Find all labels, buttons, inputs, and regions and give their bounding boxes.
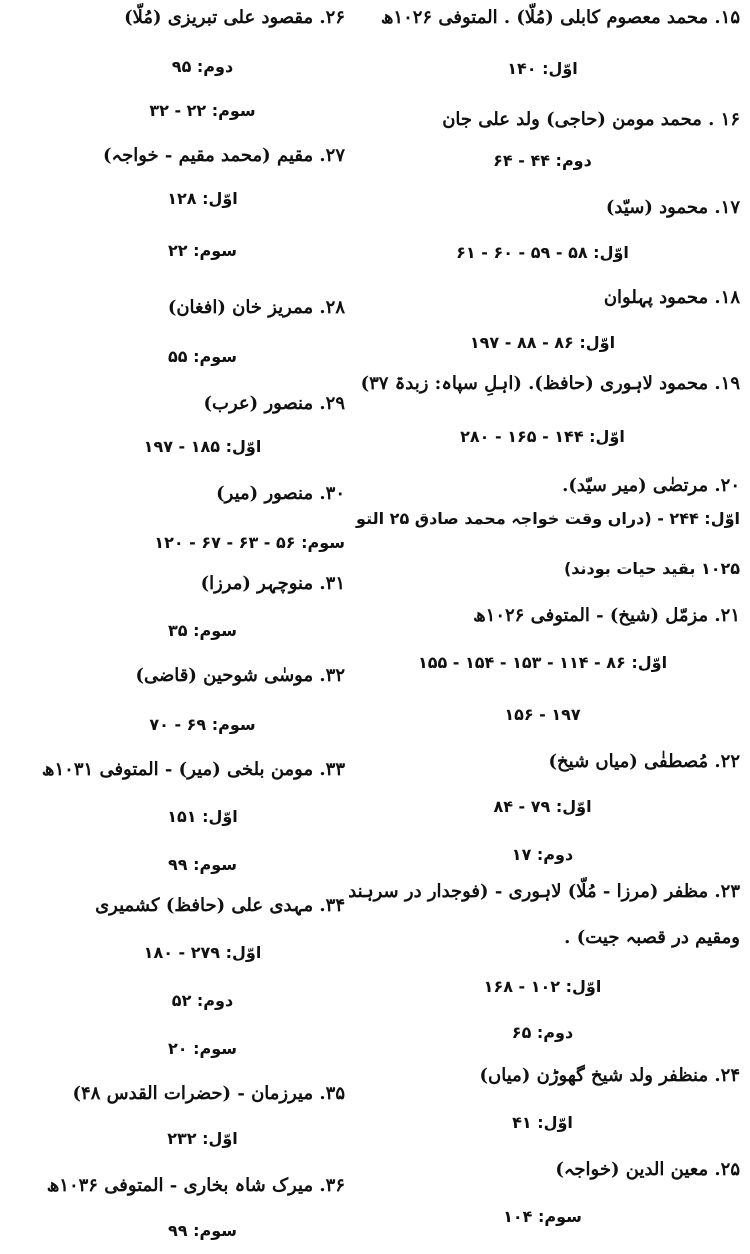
left-column xyxy=(41,0,345,1254)
entry-heading: ۲۹. منصور (عرب) xyxy=(203,393,345,414)
entry-reference: اوّل: ۸۶ - ۸۸ - ۱۹۷ xyxy=(469,333,616,352)
entry-reference: سوم: ۱۰۴ xyxy=(503,1207,582,1226)
entry-reference: دوم: ۵۲ xyxy=(171,991,234,1010)
entry-reference: سوم: ۹۹ xyxy=(168,1221,237,1240)
entry-heading: ۳۲. موسٰی شوحین (قاضی) xyxy=(135,665,345,686)
entry-heading: ۳۳. مومن بلخی (میر) - المتوفی ۱۰۳۱ھ xyxy=(41,759,345,780)
entry-heading: ۲۷. مقیم (محمد مقیم - خواجہ) xyxy=(103,145,345,166)
entry-heading: ۳۰. منصور (میر) xyxy=(216,483,345,504)
entry-reference: سوم: ۵۵ xyxy=(168,347,237,366)
entry-reference: اوّل: ۱۴۴ - ۱۶۵ - ۲۸۰ xyxy=(460,427,625,446)
entry-reference: سوم: ۲۰ xyxy=(168,1039,237,1058)
entry-heading: ۲۶. مقصود علی تبریزی (مُلّا) xyxy=(124,7,345,28)
entry-reference: اوّل: ۱۰۲ - ۱۶۸ xyxy=(483,977,602,996)
entry-reference: سوم: ۶۹ - ۷۰ xyxy=(149,715,256,734)
entry-reference: دوم: ۴۴ - ۶۴ xyxy=(493,151,592,170)
entry-reference: دوم: ۹۵ xyxy=(171,57,234,76)
entry-reference: اوّل: ۷۹ - ۸۴ xyxy=(493,797,592,816)
entry-heading: ۳۱. منوچہر (مرزا) xyxy=(200,573,345,594)
entry-heading: ۲۵. معین الدین (خواجہ) xyxy=(555,1159,740,1180)
entry-heading: ۱۷. محمود (سیّد) xyxy=(605,197,740,218)
entry-reference: اوّل: ۱۲۸ xyxy=(167,189,238,208)
entry-reference: اوّل: ۴۱ xyxy=(512,1113,573,1132)
entry-reference: اوّل: ۲۳۲ xyxy=(167,1129,238,1148)
entry-heading: ۳۵. میرزمان - (حضرات القدس ۴۸) xyxy=(72,1083,345,1104)
entry-reference: ۱۰۲۵ بقید حیات بودند) xyxy=(563,559,740,578)
entry-heading: ۲۰. مرتضٰی (میر سیّد). xyxy=(562,475,740,496)
entry-heading: ۲۱. مزمّل (شیخ) - المتوفی ۱۰۲۶ھ xyxy=(473,605,740,626)
entry-reference: سوم: ۹۹ xyxy=(168,855,237,874)
entry-reference: سوم: ۲۲ xyxy=(168,241,237,260)
entry-reference: اوّل: ۲۷۹ - ۱۸۰ xyxy=(143,943,262,962)
entry-heading: ۱۹. محمود لاہوری (حافظ). (اہلِ سپاہ: زبدۃ ۳۷) xyxy=(360,373,740,394)
entry-heading: ۳۴. مہدی علی (حافظ) کشمیری xyxy=(95,895,345,916)
entry-reference: دوم: ۱۷ xyxy=(511,845,574,864)
entry-reference: سوم: ۵۶ - ۶۳ - ۶۷ - ۱۲۰ xyxy=(154,533,345,552)
entry-reference: اوّل: ۱۸۵ - ۱۹۷ xyxy=(143,437,262,456)
entry-heading: ۱۶ . محمد مومن (حاجی) ولد علی جان xyxy=(442,109,740,130)
entry-reference: سوم: ۳۵ xyxy=(168,621,237,640)
entry-reference: اوّل: ۱۴۰ xyxy=(507,59,578,78)
entry-reference: اوّل: ۵۸ - ۵۹ - ۶۰ - ۶۱ xyxy=(456,243,629,262)
entry-heading: ۲۳. مظفر (مرزا - مُلّا) لاہوری - (فوجدار در سرہند xyxy=(348,881,740,902)
entry-heading: ۲۲. مُصطفٰی (میاں شیخ) xyxy=(548,751,740,772)
entry-reference: سوم: ۲۲ - ۳۲ xyxy=(149,101,256,120)
entry-heading: ۱۸. محمود پہلوان xyxy=(603,287,740,308)
entry-reference: اوّل: ۸۶ - ۱۱۴ - ۱۵۳ - ۱۵۴ - ۱۵۵ xyxy=(417,653,668,672)
entry-heading: ۲۴. منظفر ولد شیخ گھوڑن (میاں) xyxy=(479,1065,740,1086)
entry-heading: ۳۶. میرک شاہ بخاری - المتوفی ۱۰۳۶ھ xyxy=(46,1175,345,1196)
entry-reference: دوم: ۶۵ xyxy=(511,1023,574,1042)
right-column xyxy=(345,0,740,1254)
entry-reference: اوّل: ۱۵۱ xyxy=(167,807,238,826)
entry-heading: ومقیم در قصبہ جیت) . xyxy=(564,927,740,948)
entry-heading: ۲۸. ممریز خان (افغان) xyxy=(167,297,345,318)
entry-heading: ۱۵. محمد معصوم کابلی (مُلّا) . المتوفی ۱۰۲۶ھ xyxy=(380,7,740,28)
entry-reference: ۱۵۶ - ۱۹۷ xyxy=(504,705,581,724)
entry-reference: اوّل: ۲۴۴ - (دراں وقت خواجہ محمد صادق ۲۵ التو xyxy=(356,509,740,528)
